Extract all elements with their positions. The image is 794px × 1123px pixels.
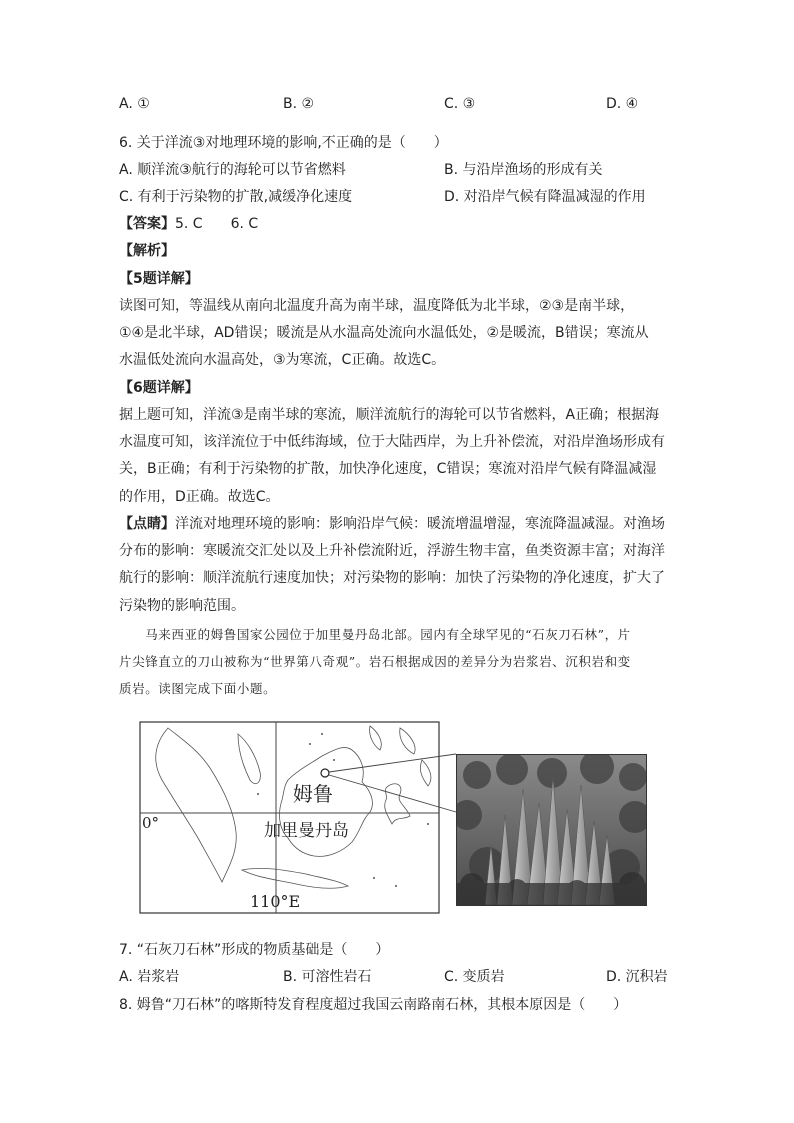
passage-line: 片尖锋直立的刀山被称为“世界第八奇观”。岩石根据成因的差异分为岩浆岩、沉积岩和变 (119, 654, 631, 669)
q5-detail-line: 读图可知，等温线从南向北温度升高为南半球，温度降低为北半球，②③是南半球， (119, 298, 635, 314)
q6-option-b: B. 与沿岸渔场的形成有关 (444, 162, 603, 178)
tip-line (119, 514, 665, 534)
q8-stem: 8. 姆鲁“刀石林”的喀斯特发育程度超过我国云南路南石林，其根本原因是（ ） (119, 997, 628, 1013)
stone-forest-photo (456, 754, 647, 906)
map-island-label: 加里曼丹岛 (264, 821, 349, 841)
q6-detail-line: 关，B正确；有利于污染物的扩散，加快净化速度，C错误；寒流对沿岸气候有降温减湿 (119, 461, 657, 477)
q7-option-b: B. 可溶性岩石 (283, 969, 372, 985)
q6-stem: 6. 关于洋流③对地理环境的影响,不正确的是（ ） (119, 135, 448, 151)
passage-line: 质岩。读图完成下面小题。 (119, 681, 277, 696)
q6-options-row1 (119, 160, 679, 180)
q5-option-b: B. ② (283, 96, 315, 112)
answer-line (119, 214, 258, 234)
map-place-label: 姆鲁 (293, 782, 333, 806)
q5-detail-label: 【5题详解】 (119, 271, 199, 287)
q6-options-row2 (119, 187, 679, 207)
q7-option-d: D. 沉积岩 (606, 969, 668, 985)
q6-detail-line: 的作用，D正确。故选C。 (119, 489, 280, 505)
tip-line: 分布的影响：寒暖流交汇处以及上升补偿流附近，浮游生物丰富，鱼类资源丰富；对海洋 (119, 543, 665, 559)
q7-option-c: C. 变质岩 (444, 969, 505, 985)
q6-option-a: A. 顺洋流③航行的海轮可以节省燃料 (119, 162, 346, 178)
tip-line: 航行的影响：顺洋流航行速度加快；对污染物的影响：加快了污染物的净化速度，扩大了 (119, 570, 665, 586)
q5-option-c: C. ③ (444, 96, 476, 112)
q5-option-a: A. ① (119, 96, 150, 112)
analysis-label: 【解析】 (119, 243, 175, 259)
q6-detail-label: 【6题详解】 (119, 380, 199, 396)
map-lon-label: 110°E (250, 892, 301, 911)
tip-label: 【点睛】 (119, 516, 175, 532)
q5-detail-line: 水温低处流向水温高处，③为寒流，C正确。故选C。 (119, 352, 446, 368)
figure (138, 720, 648, 916)
map-lat-label: 0° (142, 814, 160, 832)
q7-option-a: A. 岩浆岩 (119, 969, 180, 985)
q7-options (119, 967, 679, 987)
q6-option-d: D. 对沿岸气候有降温减湿的作用 (444, 189, 646, 205)
mulu-marker (321, 769, 329, 777)
q6-option-c: C. 有利于污染物的扩散,减缓净化速度 (119, 189, 353, 205)
tip-text: 洋流对地理环境的影响：影响沿岸气候：暖流增温增湿，寒流降温减湿。对渔场 (175, 516, 665, 532)
answer-label: 【答案】 (119, 216, 175, 232)
q5-options (119, 94, 679, 114)
answer-text: 5. C 6. C (175, 216, 259, 232)
passage-line: 马来西亚的姆鲁国家公园位于加里曼丹岛北部。园内有全球罕见的“石灰刀石林”，片 (119, 627, 631, 642)
q7-stem: 7. “石灰刀石林”形成的物质基础是（ ） (119, 942, 390, 958)
q5-option-d: D. ④ (606, 96, 639, 112)
q6-detail-line: 水温度可知，该洋流位于中低纬海域，位于大陆西岸，为上升补偿流，对沿岸渔场形成有 (119, 434, 665, 450)
q5-detail-line: ①④是北半球，AD错误；暖流是从水温高处流向水温低处，②是暖流，B错误；寒流从 (119, 325, 649, 341)
q6-detail-line: 据上题可知，洋流③是南半球的寒流，顺洋流航行的海轮可以节省燃料，A正确；根据海 (119, 407, 660, 423)
tip-line: 污染物的影响范围。 (119, 598, 245, 614)
